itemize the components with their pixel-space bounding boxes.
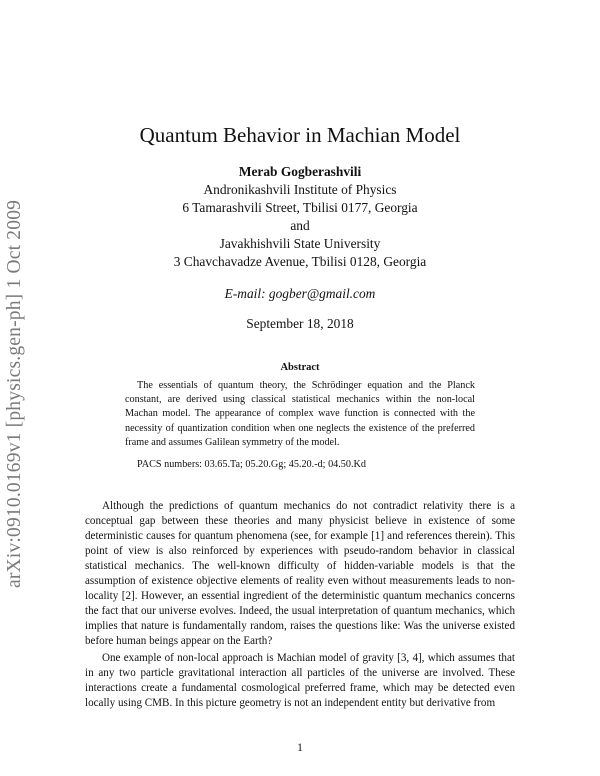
- affiliation-line: and: [290, 218, 310, 233]
- page-number: 1: [297, 742, 303, 754]
- paper-title: Quantum Behavior in Machian Model: [139, 123, 461, 147]
- body-text: [85, 499, 515, 713]
- body-paragraph: One example of non-local approach is Machian model of gravity [3, 4], which assumes that in any two particle gravitational interaction all particles of the universe are involved. These interactions create a fundamental cosmological preferred frame, which may be detected even locally using CMB. In this picture geometry is not an independent entity but derivative from: [85, 652, 515, 709]
- affiliation-line: Andronikashvili Institute of Physics: [203, 182, 397, 197]
- author-name: Merab Gogberashvili: [238, 164, 362, 179]
- affiliation-line: 3 Chavchavadze Avenue, Tbilisi 0128, Georgia: [173, 254, 427, 269]
- paper-date: September 18, 2018: [246, 316, 354, 331]
- body-paragraph: Although the predictions of quantum mechanics do not contradict relativity there is a conceptual gap between these theories and many physicist believe in existence of some deterministic causes for quantum phenomena (see, for example [1] and references therein). This point of view is also reinforced by experiences with pseudo-random behavior in classical statistical mechanics. The well-known difficulty of hidden-variable models is that the assumption of existence objective elements of reality even without measurements leads to non-locality [2]. However, an essential ingredient of the deterministic quantum mechanics concerns the fact that our universe evolves. Indeed, the usual interpretation of quantum mechanics, which implies that nature is fundamentally random, raises the questions like: Was the universe existed before human beings appear on the Earth?: [85, 500, 515, 647]
- abstract-heading: Abstract: [280, 362, 320, 373]
- author-email: E-mail: gogber@gmail.com: [224, 286, 376, 301]
- affiliation-line: Javakhishvili State University: [219, 236, 381, 251]
- affiliation-line: 6 Tamarashvili Street, Tbilisi 0177, Georgia: [182, 200, 418, 215]
- author-block: [0, 163, 600, 271]
- arxiv-identifier-stamp: arXiv:0910.0169v1 [physics.gen-ph] 1 Oct 2009: [4, 199, 25, 588]
- abstract-text: The essentials of quantum theory, the Schrödinger equation and the Planck constant, are derived using classical statistical mechanics within the non-local Machan model. The appearance of complex wave function is connected with the necessity of quantization condition when one neglects the existence of the preferred frame and assumes Galilean symmetry of the model.: [125, 380, 475, 448]
- pacs-numbers: PACS numbers: 03.65.Ta; 05.20.Gg; 45.20.-d; 04.50.Kd: [137, 459, 366, 470]
